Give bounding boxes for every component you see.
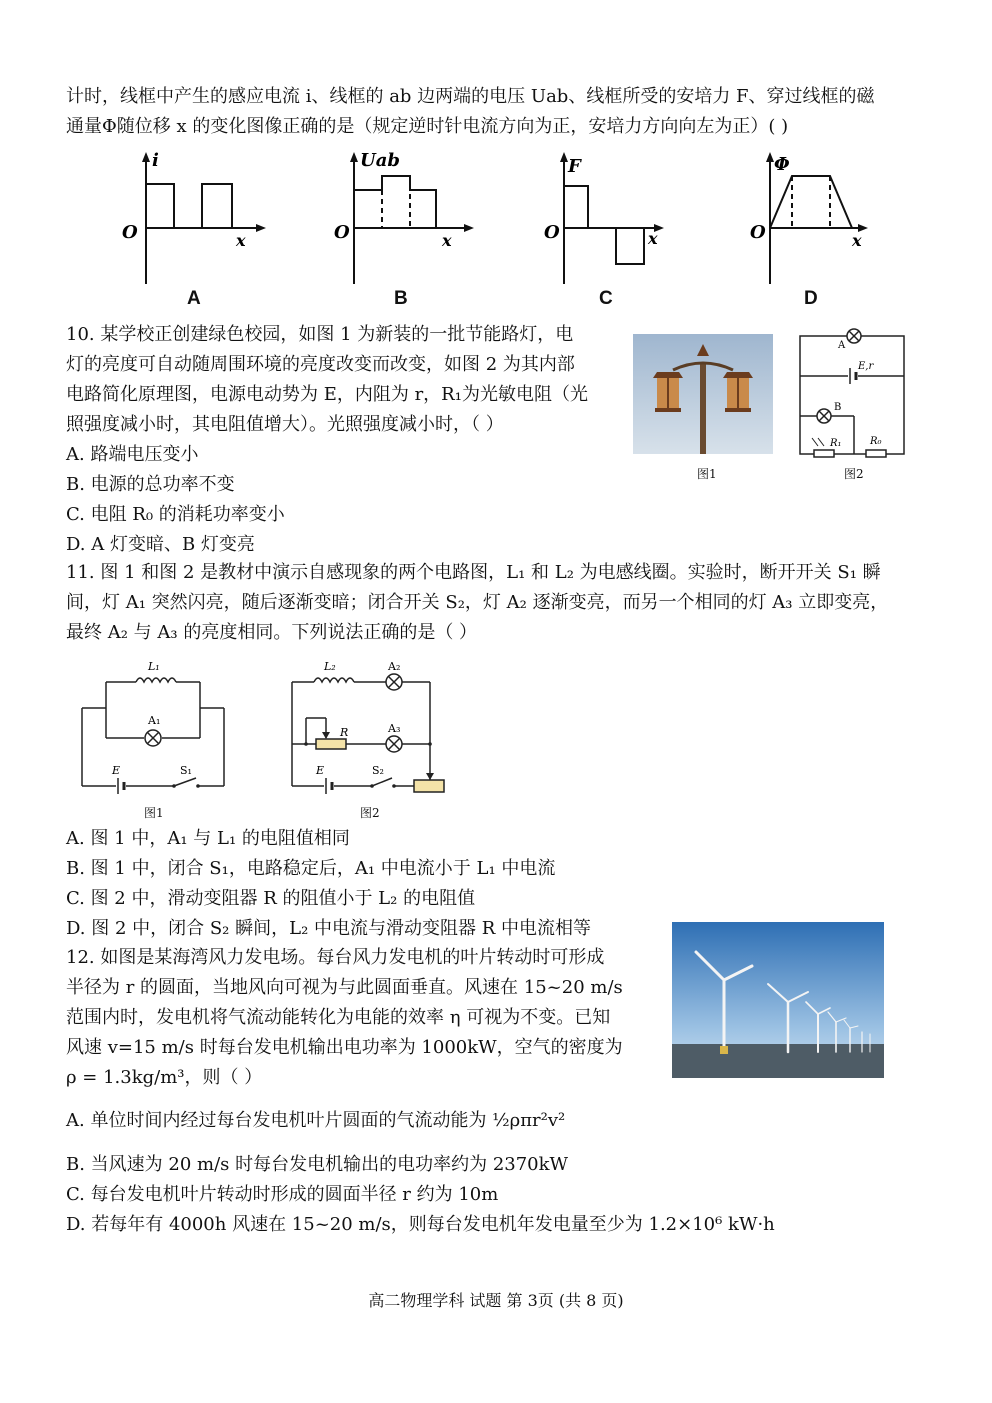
- q12-option-d: D. 若每年有 4000h 风速在 15~20 m/s，则每台发电机年发电量至少为 1.2×10⁶ kW·h: [66, 1214, 775, 1235]
- q10-fig1-caption: 图1: [697, 467, 717, 481]
- q12-stem-line3: 范围内时，发电机将气流动能转化为电能的效率 η 可视为不变。已知: [66, 1007, 611, 1028]
- q10-label-r0: R₀: [870, 436, 882, 447]
- q12-stem-line1: 12. 如图是某海湾风力发电场。每台风力发电机的叶片转动时可形成: [66, 947, 605, 968]
- q10-option-d: D. A 灯变暗、B 灯变亮: [66, 534, 255, 555]
- q11-fig2-lamp3-label: A₃: [388, 722, 401, 735]
- q10-option-b: B. 电源的总功率不变: [66, 474, 235, 495]
- graph-c-ylabel: F: [568, 156, 581, 177]
- q11-stem-line1: 11. 图 1 和图 2 是教材中演示自感现象的两个电路图，L₁ 和 L₂ 为电感线圈。实验时，断开开关 S₁ 瞬: [66, 562, 881, 583]
- q12-stem-line2: 半径为 r 的圆面，当地风向可视为与此圆面垂直。风速在 15~20 m/s: [66, 977, 623, 998]
- q10-label-lamp-b: B: [834, 402, 842, 413]
- q9-graph-d: [746, 148, 876, 288]
- graph-b-origin: O: [334, 222, 350, 243]
- q11-option-b: B. 图 1 中，闭合 S₁，电路稳定后，A₁ 中电流小于 L₁ 中电流: [66, 858, 556, 879]
- q10-label-source: E,r: [858, 361, 874, 372]
- q12-option-a: A. 单位时间内经过每台发电机叶片圆面的气流动能为 ½ρπr²v²: [66, 1110, 566, 1131]
- q11-fig1-caption: 图1: [144, 806, 164, 820]
- q10-stem-line3: 电路简化原理图，电源电动势为 E，内阻为 r，R₁为光敏电阻（光: [66, 384, 588, 405]
- graph-d-option-label: D: [804, 288, 818, 309]
- q10-stem-line4: 照强度减小时，其电阻值增大）。光照强度减小时，（ ）: [66, 414, 504, 435]
- graph-a-ylabel: i: [152, 150, 159, 171]
- graph-a-xlabel: x: [236, 231, 246, 250]
- q10-stem-line2: 灯的亮度可自动随周围环境的亮度改变而改变，如图 2 为其内部: [66, 354, 575, 375]
- q10-option-a: A. 路端电压变小: [66, 444, 199, 465]
- q12-option-c: C. 每台发电机叶片转动时形成的圆面半径 r 约为 10m: [66, 1184, 499, 1205]
- q11-fig2-switch-label: S₂: [372, 764, 384, 777]
- q11-stem-line2: 间，灯 A₁ 突然闪亮，随后逐渐变暗；闭合开关 S₂，灯 A₂ 逐渐变亮，而另一个相同的灯 A₃ 立即变亮，: [66, 592, 889, 613]
- graph-d-origin: O: [750, 222, 766, 243]
- wind-farm-photo: [672, 922, 884, 1078]
- q10-stem-line1: 10. 某学校正创建绿色校园，如图 1 为新装的一批节能路灯，电: [66, 324, 574, 345]
- graph-d-ylabel: Φ: [774, 154, 790, 175]
- q9-stem-line2: 通量Φ随位移 x 的变化图像正确的是（规定逆时针电流方向为正，安培力方向向左为正）( ): [66, 116, 789, 137]
- q10-label-lamp-a: A: [838, 340, 846, 351]
- q11-option-c: C. 图 2 中，滑动变阻器 R 的阻值小于 L₂ 的电阻值: [66, 888, 476, 909]
- q9-stem-line1: 计时，线框中产生的感应电流 i、线框的 ab 边两端的电压 Uab、线框所受的安培力 F、穿过线框的磁: [66, 86, 875, 107]
- page-footer: 高二物理学科 试题 第 3页 (共 8 页): [368, 1291, 624, 1310]
- q10-fig2-caption: 图2: [844, 467, 864, 481]
- graph-a-origin: O: [122, 222, 138, 243]
- q12-stem-line4: 风速 v=15 m/s 时每台发电机输出电功率为 1000kW，空气的密度为: [66, 1037, 623, 1058]
- graph-c-origin: O: [544, 222, 560, 243]
- q11-stem-line3: 最终 A₂ 与 A₃ 的亮度相同。下列说法正确的是（ ）: [66, 622, 478, 643]
- q11-fig2-coil-label: L₂: [324, 660, 336, 673]
- q11-fig1-source-label: E: [112, 764, 121, 777]
- q9-graph-a: [110, 148, 270, 288]
- q11-option-a: A. 图 1 中，A₁ 与 L₁ 的电阻值相同: [66, 828, 350, 849]
- q11-fig1-lamp-label: A₁: [148, 714, 161, 727]
- q9-graph-c: [540, 148, 680, 288]
- q11-option-d: D. 图 2 中，闭合 S₂ 瞬间，L₂ 中电流与滑动变阻器 R 中电流相等: [66, 918, 592, 939]
- q11-fig1-circuit: [76, 656, 236, 796]
- q11-fig1-switch-label: S₁: [180, 764, 192, 777]
- street-lamp-photo: [633, 334, 773, 454]
- graph-b-ylabel: Uab: [360, 150, 400, 171]
- q10-option-c: C. 电阻 R₀ 的消耗功率变小: [66, 504, 285, 525]
- q11-fig2-caption: 图2: [360, 806, 380, 820]
- q11-fig1-coil-label: L₁: [148, 660, 160, 673]
- q12-stem-line5: ρ = 1.3kg/m³，则（ ）: [66, 1067, 263, 1088]
- q10-circuit-diagram: [796, 322, 908, 460]
- graph-b-xlabel: x: [442, 231, 452, 250]
- q10-label-r1: R₁: [830, 438, 842, 449]
- graph-c-xlabel: x: [648, 229, 658, 248]
- graph-d-xlabel: x: [852, 231, 862, 250]
- q11-fig2-source-label: E: [316, 764, 325, 777]
- q9-graph-b: [330, 148, 480, 288]
- q12-option-b: B. 当风速为 20 m/s 时每台发电机输出的电功率约为 2370kW: [66, 1154, 569, 1175]
- q11-fig2-rheostat-label: R: [340, 726, 349, 739]
- graph-a-option-label: A: [187, 288, 201, 309]
- graph-b-option-label: B: [394, 288, 408, 309]
- graph-c-option-label: C: [599, 288, 613, 309]
- q11-fig2-circuit: [284, 656, 454, 796]
- q11-fig2-lamp2-label: A₂: [388, 660, 401, 673]
